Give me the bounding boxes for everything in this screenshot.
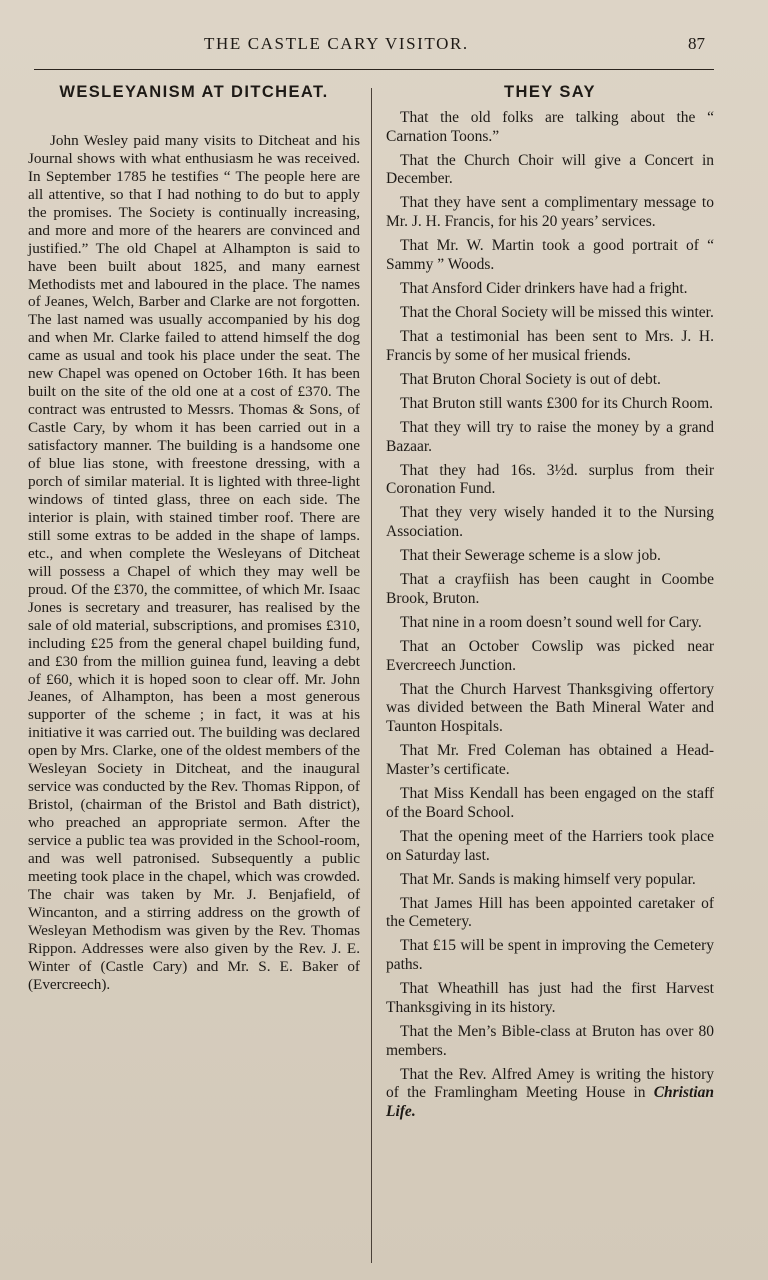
list-item: That the Men’s Bible-class at Bruton has over 80 members. — [386, 1022, 714, 1059]
list-item: That a testimonial has been sent to Mrs. J. H. Francis by some of her musical friends. — [386, 328, 714, 364]
list-item: That Miss Kendall has been engaged on the staff of the Board School. — [386, 784, 714, 821]
list-item: That an October Cowslip was picked near Evercreech Junction. — [386, 637, 714, 674]
column-divider — [371, 88, 372, 1263]
article-body: John Wesley paid many visits to Ditcheat and his Journal shows with what enthusiasm he was received. In September 1785 he testifies “ The people here are all attentive, so that I had nothing to do but to apply the promises. The Society is continually increasing, and more and more of the hearers are convinced and justified.” The old Chapel at Alhampton is said to have been built about 1825, and many earnest Methodists met and laboured in the place. The names of Jeanes, Welch, Barber and Clarke are not forgotten. The last named was usually accompanied by his dog and when Mr. Clarke failed to attend himself the dog came as usual and took his place under the seat. The new Chapel was opened on October 16th. It has been built on the site of the old one at a cost of £370. The contract was entrusted to Messrs. Thomas & Sons, of Castle Cary, by whom it has been carried out in a satisfactory manner. The building is a handsome one of blue lias stone, with freestone dressing, with a porch of similar material. It is lighted with three-light windows of tinted glass, three on each side. The interior is plain, with stained timber roof. There are still some extras to be added in the shape of lamps. etc., and when complete the Wesleyans of Ditcheat will possess a Chapel of which they may well be proud. Of the £370, the committee, of which Mr. Isaac Jones is secretary and treasurer, has realised by the sale of old material, subscriptions, and promises £310, including £25 from the general chapel building fund, and £30 from the million guinea fund, leaving a debt of £60, which it is hoped soon to clear off. Mr. John Jeanes, of Alhampton, has been a most generous supporter of the scheme ; in fact, it was at his initiative it was carried out. The building was declared open by Mrs. Clarke, one of the oldest members of the Wesleyan Society in Ditcheat, and the inaugural service was conducted by the Rev. Thomas Rippon, of Bristol, (chairman of the Bristol and Bath district), who preached an appropriate sermon. After the service a public tea was provided in the School-room, and was well patronised. Subsequently a public meeting took place in the chapel, which was crowded. The chair was taken by Mr. J. Benjafield, of Wincanton, and a stirring address on the growth of Wesleyan Methodism was given by the Rev. Thomas Rippon. Addresses were also given by the Rev. J. E. Winter of (Castle Cary) and Mr. S. E. Baker of (Evercreech). — [28, 131, 360, 993]
running-title: THE CASTLE CARY VISITOR. — [204, 34, 469, 53]
column-heading: THEY SAY — [504, 83, 596, 101]
they-say-list — [386, 109, 714, 1122]
list-item: That they will try to raise the money by a grand Bazaar. — [386, 418, 714, 455]
list-item: That Wheathill has just had the first Harvest Thanksgiving in its history. — [386, 980, 714, 1016]
list-item: That a crayfiish has been caught in Coombe Brook, Bruton. — [386, 571, 714, 607]
list-item: That the Church Harvest Thanksgiving offertory was divided between the Bath Mineral Water and Taunton Hospitals. — [386, 680, 714, 736]
list-item: That Ansford Cider drinkers have had a fright. — [400, 280, 688, 298]
list-item: That they have sent a complimentary message to Mr. J. H. Francis, for his 20 years’ services. — [386, 194, 714, 231]
list-item: That they had 16s. 3½d. surplus from their Coronation Fund. — [386, 461, 714, 498]
running-head — [0, 34, 768, 58]
article-heading: WESLEYANISM AT DITCHEAT. — [59, 83, 329, 101]
list-item: That Bruton Choral Society is out of debt. — [400, 370, 661, 388]
page-number: 87 — [688, 34, 705, 53]
list-item: That they very wisely handed it to the Nursing Association. — [386, 504, 714, 541]
list-item: That their Sewerage scheme is a slow job. — [400, 547, 661, 565]
list-item: That the Choral Society will be missed this winter. — [400, 304, 714, 322]
list-item: That Mr. Sands is making himself very popular. — [400, 870, 696, 888]
list-item-last — [386, 1066, 714, 1122]
publication-title: Christian Life. — [386, 1084, 714, 1121]
article-wesleyanism — [28, 84, 360, 994]
list-item: That James Hill has been appointed caretaker of the Cemetery. — [386, 894, 714, 931]
they-say-column — [386, 84, 714, 1127]
list-item: That Mr. W. Martin took a good portrait of “ Sammy ” Woods. — [386, 237, 714, 274]
list-item-text: That the Rev. Alfred Amey is writing the history of the Framlingham Meeting House in — [386, 1065, 714, 1102]
list-item: That the old folks are talking about the “ Carnation Toons.” — [386, 108, 714, 145]
list-item: That Mr. Fred Coleman has obtained a Head-Master’s certificate. — [386, 742, 714, 778]
list-item: That £15 will be spent in improving the Cemetery paths. — [386, 937, 714, 974]
list-item: That the Church Choir will give a Concert in December. — [386, 151, 714, 188]
header-rule — [34, 69, 714, 70]
list-item: That the opening meet of the Harriers took place on Saturday last. — [386, 827, 714, 864]
list-item: That Bruton still wants £300 for its Church Room. — [400, 394, 713, 412]
list-item: That nine in a room doesn’t sound well for Cary. — [400, 613, 702, 631]
